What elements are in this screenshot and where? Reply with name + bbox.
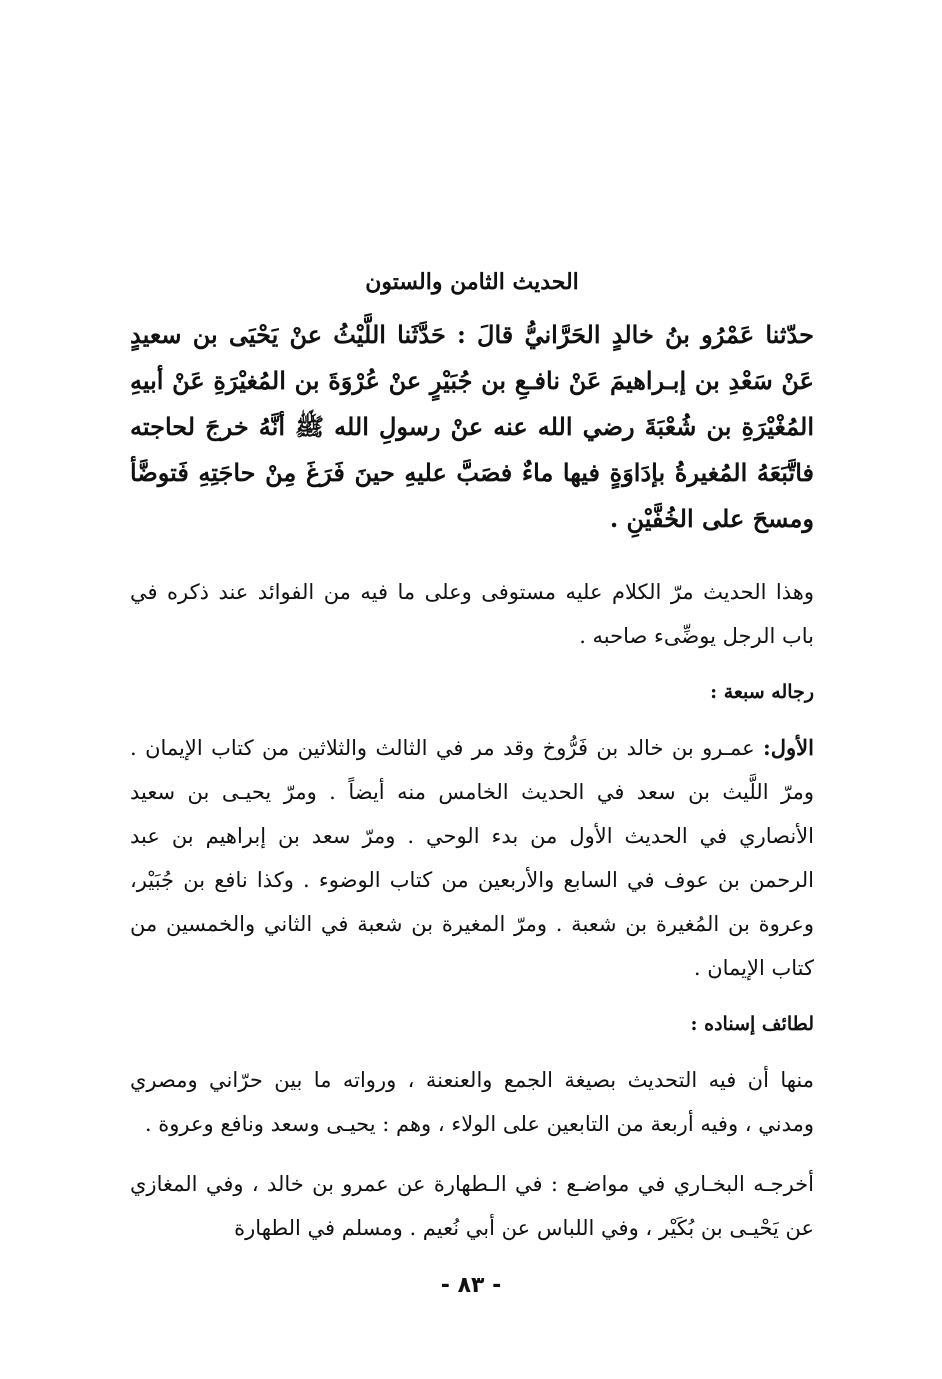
takhrij-paragraph: أخرجـه البخـاري في مواضـع : في الـطهارة عن عمرو بن خالد ، وفي المغازي عن يَحْيـى بن بُكَيْر ، وفي اللباس عن أبي نُعيم . ومسلم في الطهارة (130, 1172, 814, 1240)
isnad-heading: لطائف إسناده : (690, 1013, 814, 1035)
narrators-paragraph (130, 726, 814, 990)
page-body (130, 262, 814, 1266)
intro-paragraph: وهذا الحديث مرّ الكلام عليه مستوفى وعلى ما فيه من الفوائد عند ذكره في باب الرجل يوضِّىء صاحبه . (130, 580, 814, 648)
page-number: - ٨٣ - (440, 1273, 502, 1298)
page-title: الحديث الثامن والستون (365, 269, 579, 295)
hadith-text: حدّثنا عَمْرُو بنُ خالدٍ الحَرَّانيُّ قالَ : حَدَّثَنا اللَّيْثُ عنْ يَحْيَى بن سعيدٍ عَنْ سَعْدِ بن إبـراهيمَ عَنْ نافـعِ بن جُبَيْرٍ عنْ عُرْوَةَ بن المُغيْرَةِ عَنْ أبيهِ المُغْيْرَةِ بن شُعْبَةَ رضي الله عنه عنْ رسولِ الله ﷺ أنَّهُ خرجَ لحاجته فاتَّبَعَهُ المُغيرةُ بإدَاوَةٍ فيها ماءٌ فصَبَّ عليهِ حينَ فَرَغَ مِنْ حاجَتِهِ فَتوضَّأ ومسحَ على الخُفَّيْنِ . (130, 320, 815, 533)
narrators-heading: رجاله سبعة : (710, 681, 814, 703)
narrators-lead: الأول: (763, 735, 814, 760)
narrators-text: عمـرو بن خالد بن فَرُّوخ وقد مر في الثالث والثلاثين من كتاب الإيمان . ومرّ اللَّيث بن سعد في الحديث الخامس منه أيضاً . ومرّ يحيـى بن سعيد الأنصاري في الحديث الأول من بدء الوحي . ومرّ سعد بن إبراهيم بن عبد الرحمن بن عوف في السابع والأربعين من كتاب الوضوء . وكذا نافع بن جُبَيْر، وعروة بن المُغيرة بن شعبة . ومرّ المغيرة بن شعبة في الثاني والخمسين من كتاب الإيمان . (130, 736, 814, 980)
isnad-paragraph: منها أن فيه التحديث بصيغة الجمع والعنعنة ، ورواته ما بين حرّاني ومصري ومدني ، وفيه أربعة من التابعين على الولاء ، وهم : يحيـى وسعد ونافع وعروة . (130, 1068, 814, 1136)
